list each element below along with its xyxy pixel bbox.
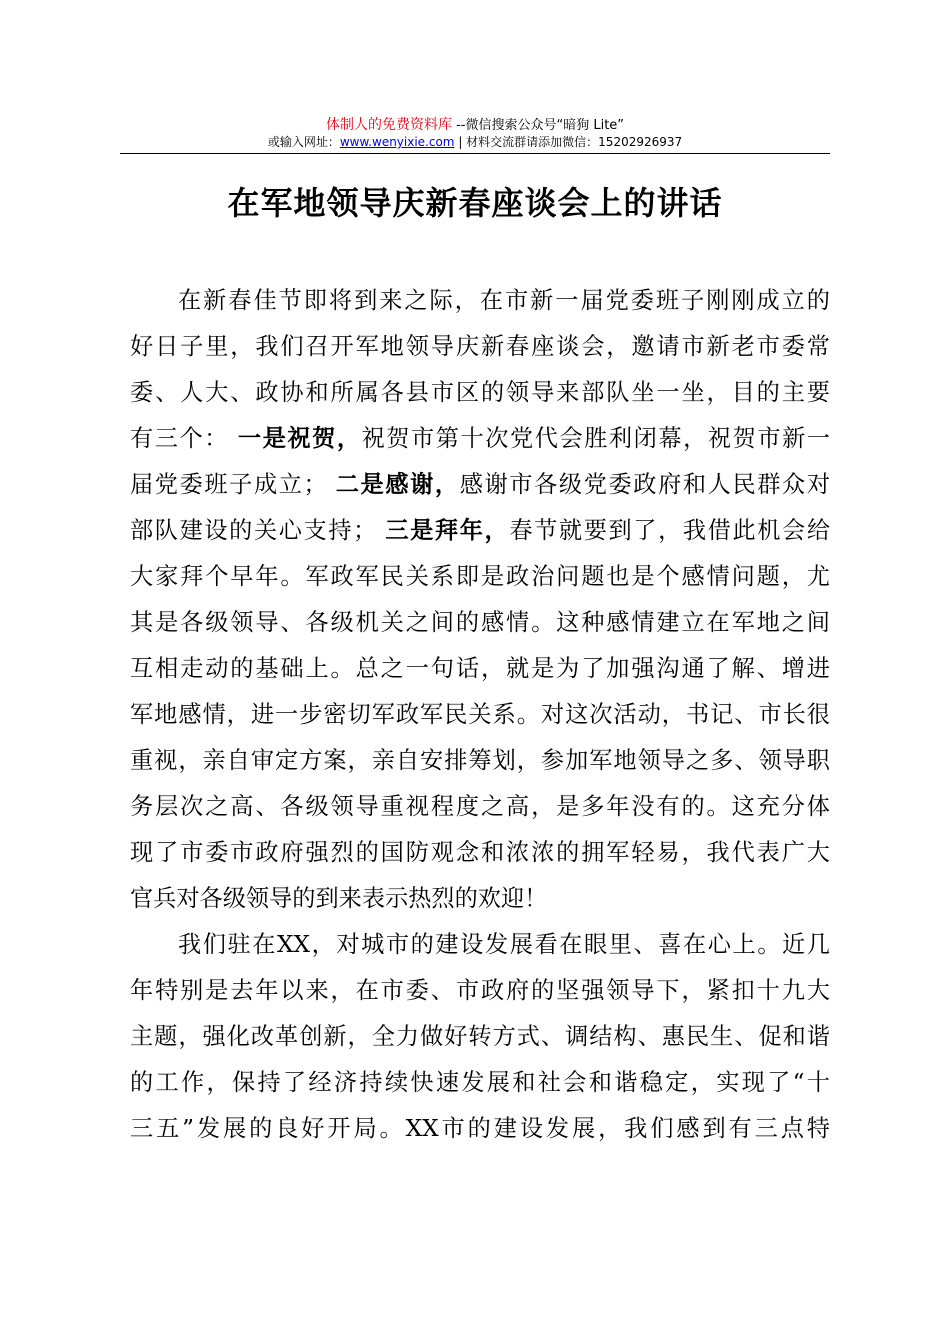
header-brand: 体制人的免费资料库 xyxy=(325,117,452,133)
text-line: 互相走动的基础上。总之一句话，就是为了加强沟通了解、增进 xyxy=(130,655,830,682)
text-run: 春节就要到了，我借此机会给 xyxy=(509,517,831,544)
text-line: 在新春佳节即将到来之际，在市新一届党委班子刚刚成立的 xyxy=(178,287,830,314)
text-line: 现了市委市政府强烈的国防观念和浓浓的拥军轻易，我代表广大 xyxy=(130,839,830,866)
header-line-2 xyxy=(120,134,830,150)
text-line: 好日子里，我们召开军地领导庆新春座谈会，邀请市新老市委常 xyxy=(130,333,830,360)
header-contact: | 材料交流群请添加微信：15202926937 xyxy=(454,135,683,149)
text-line: 委、人大、政协和所属各县市区的领导来部队坐一坐，目的主要 xyxy=(130,379,830,406)
text-run: 感谢市各级党委政府和人民群众对 xyxy=(459,471,831,498)
text-line: 务层次之高、各级领导重视程度之高，是多年没有的。这充分体 xyxy=(130,793,830,820)
text-run: 祝贺市第十次党代会胜利闭幕，祝贺市新一 xyxy=(361,425,831,452)
text-line: 的工作，保持了经济持续快速发展和社会和谐稳定，实现了“十 xyxy=(130,1069,830,1096)
header-brand-suffix: --微信搜索公众号“暗狗 Lite” xyxy=(451,118,625,133)
text-line: 官兵对各级领导的到来表示热烈的欢迎！ xyxy=(130,885,548,912)
point-one-heading: 一是祝贺， xyxy=(237,425,362,452)
text-line xyxy=(130,416,830,462)
point-two-heading: 二是感谢， xyxy=(335,471,460,498)
text-line: 军地感情，进一步密切军政军民关系。对这次活动，书记、市长很 xyxy=(130,701,830,728)
document-title: 在军地领导庆新春座谈会上的讲话 xyxy=(227,184,723,222)
text-line xyxy=(130,462,830,508)
header-line-1 xyxy=(120,116,830,134)
text-line: 其是各级领导、各级机关之间的感情。这种感情建立在军地之间 xyxy=(130,609,830,636)
header-divider xyxy=(120,153,830,154)
text-line: 我们驻在XX，对城市的建设发展看在眼里、喜在心上。近几 xyxy=(178,931,830,958)
text-run: 届党委班子成立； xyxy=(130,471,327,498)
header-url-link[interactable]: www.wenyixie.com xyxy=(339,135,455,149)
text-line: 大家拜个早年。军政军民关系即是政治问题也是个感情问题，尤 xyxy=(130,563,830,590)
text-line: 年特别是去年以来，在市委、市政府的坚强领导下，紧扣十九大 xyxy=(130,977,830,1004)
document-body xyxy=(130,278,830,1152)
text-run: 有三个： xyxy=(130,425,229,452)
header-url-prefix: 或输入网址： xyxy=(267,135,340,149)
text-line xyxy=(130,508,830,554)
text-line: 主题，强化改革创新，全力做好转方式、调结构、惠民生、促和谐 xyxy=(130,1023,830,1050)
page-header xyxy=(120,116,830,150)
text-line: 三五”发展的良好开局。XX市的建设发展，我们感到有三点特 xyxy=(130,1115,830,1142)
text-run: 部队建设的关心支持； xyxy=(130,517,377,544)
text-line: 重视，亲自审定方案，亲自安排筹划，参加军地领导之多、领导职 xyxy=(130,747,830,774)
point-three-heading: 三是拜年， xyxy=(385,517,510,544)
